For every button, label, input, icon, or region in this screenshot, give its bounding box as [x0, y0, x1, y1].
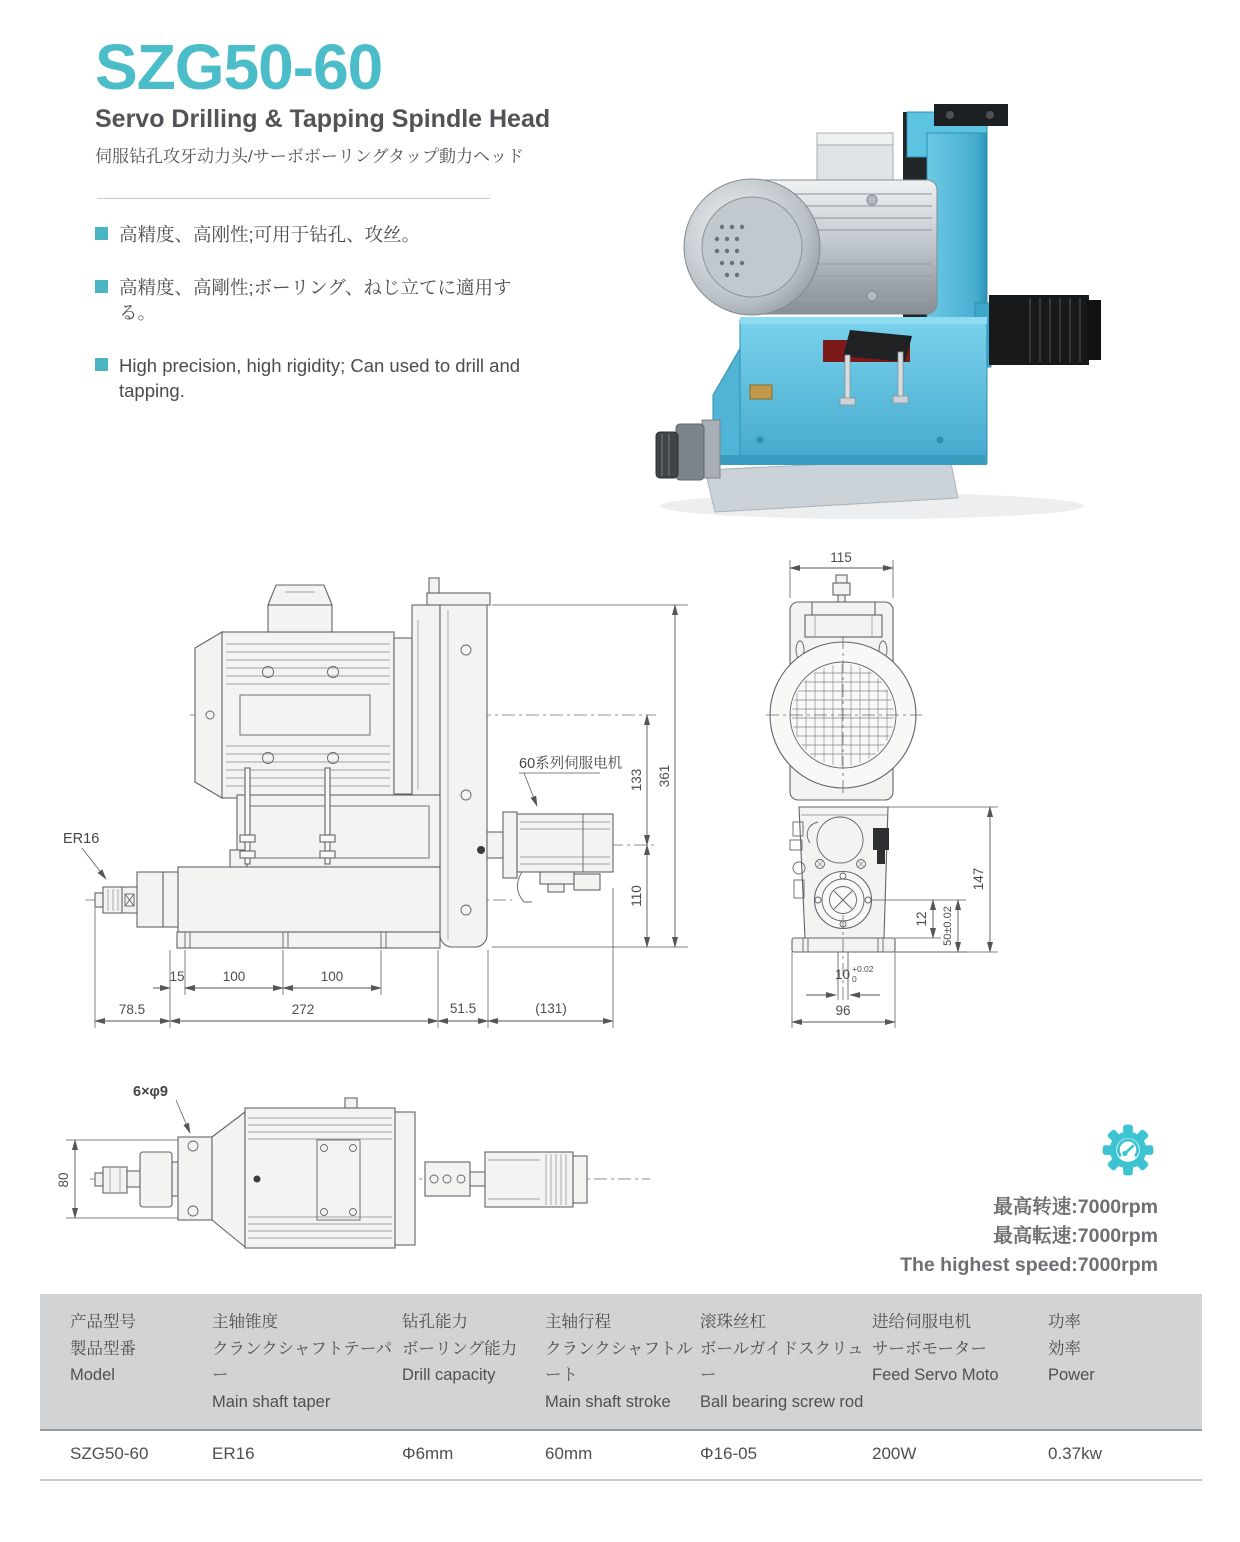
brand-header — [95, 31, 615, 167]
subtitle-cjk: 伺服钻孔攻牙动力头/サーボボーリングタップ動力ヘッド — [95, 147, 525, 167]
side-dim-361 — [492, 605, 688, 947]
photo-servo-motor — [975, 295, 1101, 367]
front-dim-96 — [792, 952, 895, 1028]
side-label-servo — [519, 754, 623, 806]
product-photo — [640, 85, 1110, 525]
side-dim-133 — [629, 715, 647, 845]
bullet-square-icon — [95, 280, 108, 293]
speed-block — [858, 1122, 1158, 1280]
cell-ball-screw: Φ16-05 — [700, 1443, 758, 1463]
svg-text:80: 80 — [56, 1172, 71, 1188]
drawing-front-view — [752, 548, 1052, 1043]
column-header-feed-servo: 进给伺服电机 サーボモーター Feed Servo Moto — [872, 1313, 999, 1385]
drawing-top-view — [50, 1065, 670, 1265]
column-header-shaft-stroke: 主轴行程 クランクシャフトルート Main shaft stroke — [545, 1313, 693, 1412]
svg-text:78.5: 78.5 — [118, 1002, 146, 1017]
svg-text:100: 100 — [222, 969, 246, 984]
svg-text:110: 110 — [629, 885, 644, 907]
svg-text:12: 12 — [914, 911, 929, 927]
column-header-ball-screw: 滚珠丝杠 ボールガイドスクリュー Ball bearing screw rod — [700, 1313, 864, 1412]
cell-feed-servo: 200W — [872, 1443, 917, 1463]
cell-shaft-stroke: 60mm — [545, 1443, 593, 1463]
feature-item — [95, 222, 535, 248]
side-servo-motor — [487, 812, 613, 902]
max-speed-en: The highest speed:7000rpm — [900, 1254, 1158, 1276]
svg-text:15: 15 — [169, 969, 185, 984]
feature-list — [95, 222, 535, 431]
svg-text:ER16: ER16 — [63, 831, 100, 847]
feature-item — [95, 353, 535, 404]
svg-text:6×φ9: 6×φ9 — [133, 1084, 168, 1100]
feature-item — [95, 275, 535, 326]
side-spindle-housing — [95, 867, 440, 948]
bullet-square-icon — [95, 227, 108, 240]
cell-power: 0.37kw — [1048, 1443, 1102, 1463]
spec-table-row — [40, 1431, 1202, 1481]
gauge-gear-icon — [1100, 1122, 1156, 1178]
column-header-shaft-taper: 主轴锥度 クランクシャフトテーパー Main shaft taper — [212, 1313, 393, 1412]
svg-text:96: 96 — [835, 1003, 851, 1018]
feature-text: 高精度、高刚性;可用于钻孔、攻丝。 — [119, 224, 421, 245]
header-divider — [97, 198, 490, 199]
spec-table-header — [40, 1294, 1202, 1431]
max-speed-ja: 最高転速:7000rpm — [993, 1225, 1158, 1247]
column-header-drill-capacity: 钻孔能力 ボーリング能力 Drill capacity — [402, 1313, 518, 1385]
drawing-side-view — [50, 548, 710, 1048]
top-label-holes — [133, 1084, 190, 1133]
max-speed-zh: 最高转速:7000rpm — [993, 1196, 1158, 1218]
svg-text:272: 272 — [291, 1002, 315, 1017]
front-fan-cover — [766, 636, 922, 797]
photo-main-motor — [684, 133, 937, 315]
photo-collet — [656, 420, 720, 480]
photo-body — [713, 317, 987, 465]
cell-shaft-taper: ER16 — [212, 1443, 255, 1463]
front-dim-50 — [895, 900, 966, 952]
spec-table — [40, 1294, 1202, 1481]
subtitle-english: Servo Drilling & Tapping Spindle Head — [95, 105, 551, 134]
svg-text:147: 147 — [971, 867, 986, 891]
svg-text:10: 10 — [834, 967, 850, 982]
side-label-er16 — [63, 831, 106, 879]
side-dim-110 — [629, 845, 647, 947]
feature-text: High precision, high rigidity; Can used to drill and tapping. — [119, 354, 521, 402]
top-machine-outline — [95, 1098, 587, 1248]
svg-text:60系列伺服电机: 60系列伺服电机 — [519, 756, 623, 772]
svg-text:(131): (131) — [535, 1001, 567, 1016]
svg-text:51.5: 51.5 — [449, 1001, 477, 1016]
svg-text:133: 133 — [629, 768, 644, 792]
side-motor — [195, 585, 440, 805]
cell-model: SZG50-60 — [70, 1443, 149, 1463]
svg-text:50±0.02: 50±0.02 — [942, 906, 954, 946]
column-header-model: 产品型号 製品型番 Model — [70, 1313, 136, 1385]
page-title: SZG50-60 — [95, 31, 383, 103]
svg-text:100: 100 — [320, 969, 344, 984]
cell-drill-capacity: Φ6mm — [402, 1443, 454, 1463]
bullet-square-icon — [95, 358, 108, 371]
svg-text:115: 115 — [830, 550, 852, 565]
column-header-power: 功率 効率 Power — [1048, 1313, 1095, 1385]
feature-text: 高精度、高剛性;ボーリング、ねじ立てに適用する。 — [119, 276, 512, 324]
svg-text:+0.02: +0.02 — [852, 964, 874, 974]
svg-text:0: 0 — [852, 974, 857, 984]
svg-text:361: 361 — [657, 764, 672, 788]
